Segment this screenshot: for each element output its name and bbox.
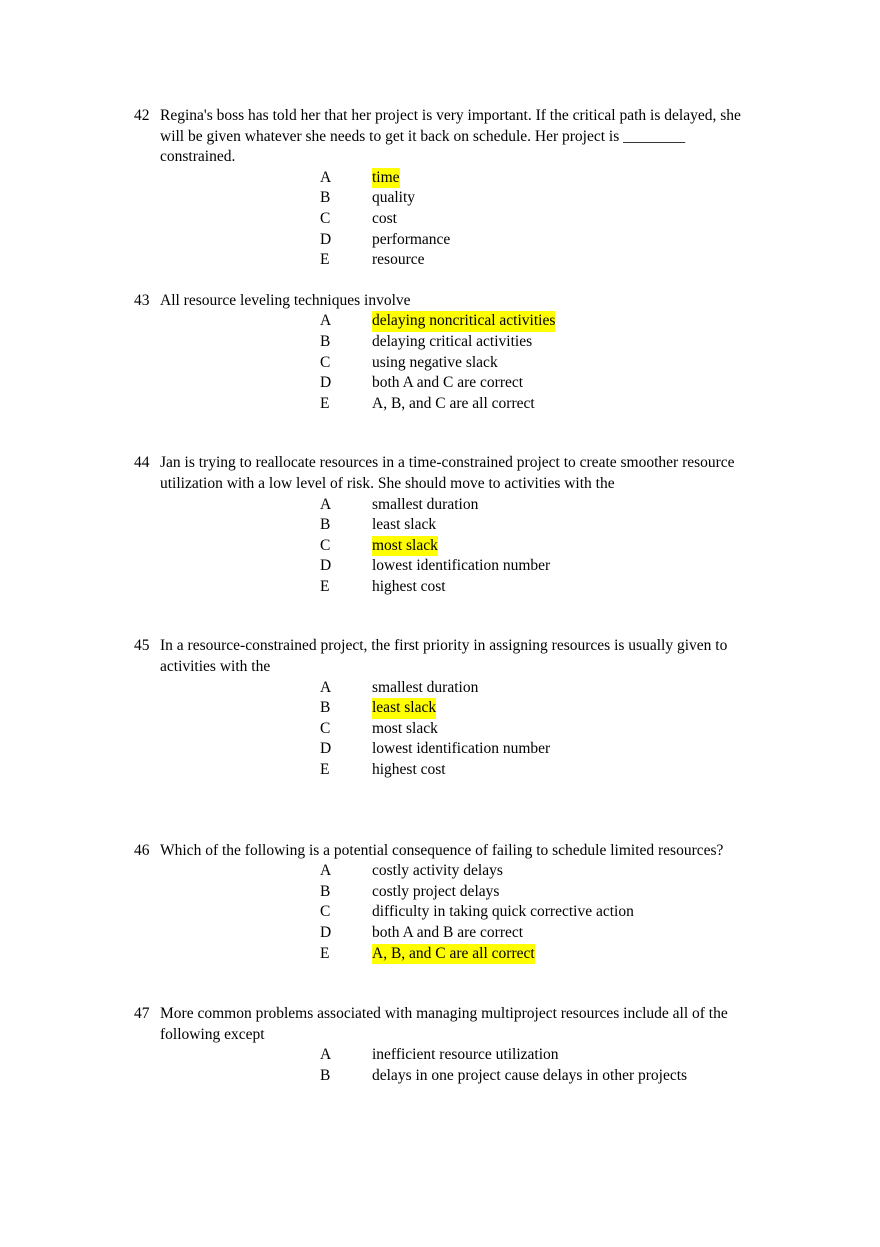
option-letter: C [320, 353, 331, 371]
question-header [134, 291, 764, 312]
question-number: 42 [134, 107, 150, 124]
option-letter: C [320, 719, 331, 737]
question-number: 44 [134, 454, 150, 472]
option-row [320, 719, 764, 740]
question-text: Which of the following is a potential consequence of failing to schedule limited resources? [160, 841, 724, 859]
option-row [320, 861, 764, 882]
option-letter: D [320, 374, 332, 392]
option-row [320, 332, 764, 353]
option-letter: E [320, 761, 330, 779]
option-row [320, 536, 764, 557]
option-letter: D [320, 557, 332, 575]
option-text: lowest identification number [372, 740, 551, 758]
option-letter: D [320, 230, 332, 248]
option-row [320, 739, 764, 760]
option-text: smallest duration [372, 678, 479, 696]
option-row [320, 353, 764, 374]
question-header [134, 1004, 764, 1045]
option-text-highlighted: delaying noncritical activities [372, 311, 555, 332]
option-letter: E [320, 944, 330, 962]
option-row [320, 168, 764, 189]
option-row [320, 230, 764, 251]
option-text: both A and C are correct [372, 374, 524, 392]
option-letter: B [320, 189, 331, 207]
question-text: In a resource-constrained project, the first priority in assigning resources is usually given to activities with the [160, 637, 728, 676]
option-row [320, 250, 764, 271]
option-row [320, 556, 764, 577]
option-text: using negative slack [372, 353, 498, 371]
options-list [320, 678, 764, 781]
option-row [320, 1045, 764, 1066]
option-row [320, 495, 764, 516]
option-text: highest cost [372, 761, 446, 779]
question-header [134, 453, 764, 494]
question-number: 45 [134, 637, 150, 655]
option-letter: C [320, 903, 331, 921]
question [134, 636, 764, 780]
option-row [320, 1066, 764, 1087]
option-text: costly project delays [372, 882, 500, 900]
options-list [320, 495, 764, 598]
question [134, 106, 764, 271]
option-text: cost [372, 209, 397, 227]
option-text: difficulty in taking quick corrective action [372, 903, 634, 921]
options-list [320, 861, 764, 964]
option-row [320, 760, 764, 781]
option-letter: B [320, 516, 331, 534]
question-number: 43 [134, 291, 150, 309]
question-number: 47 [134, 1005, 150, 1023]
option-row [320, 373, 764, 394]
option-letter: A [320, 862, 332, 880]
options-list [320, 1045, 764, 1086]
option-text: highest cost [372, 577, 446, 595]
question-text: More common problems associated with managing multiproject resources include all of the following except [160, 1005, 728, 1043]
option-text: delays in one project cause delays in other projects [372, 1066, 688, 1084]
option-text: smallest duration [372, 495, 479, 513]
option-row [320, 678, 764, 699]
option-letter: C [320, 209, 331, 227]
option-row [320, 311, 764, 332]
option-row [320, 209, 764, 230]
option-text: costly activity delays [372, 862, 503, 880]
option-letter: A [320, 495, 332, 513]
option-letter: E [320, 394, 330, 412]
question-header [134, 841, 764, 862]
options-list [320, 311, 764, 414]
option-row [320, 515, 764, 536]
option-letter: B [320, 1066, 331, 1084]
question-text: Jan is trying to reallocate resources in a time-constrained project to create smoother resource utilization with a low level of risk. She should move to activities with the [160, 454, 735, 492]
option-letter: B [320, 699, 331, 717]
option-row [320, 188, 764, 209]
option-letter: E [320, 251, 330, 269]
option-letter: B [320, 882, 331, 900]
option-text-highlighted: most slack [372, 536, 438, 557]
options-list [320, 168, 764, 271]
option-text: resource [372, 251, 425, 269]
option-text: least slack [372, 516, 437, 534]
option-row [320, 394, 764, 415]
question-header [134, 636, 764, 677]
option-text: lowest identification number [372, 557, 551, 575]
option-text: inefficient resource utilization [372, 1046, 559, 1064]
option-row [320, 923, 764, 944]
question-text: Regina's boss has told her that her project is very important. If the critical path is delayed, she will be given whatever she needs to get it back on schedule. Her project is ________ constrained. [160, 107, 741, 166]
question [134, 841, 764, 965]
option-letter: D [320, 924, 332, 941]
question-number: 46 [134, 841, 150, 859]
option-letter: A [320, 678, 332, 696]
option-text-highlighted: time [372, 168, 400, 189]
option-row [320, 944, 764, 965]
option-letter: E [320, 577, 330, 595]
option-row [320, 698, 764, 719]
option-text: quality [372, 189, 416, 207]
option-text-highlighted: least slack [372, 698, 436, 719]
option-text: performance [372, 230, 451, 248]
option-letter: A [320, 1046, 332, 1064]
option-letter: A [320, 168, 332, 186]
option-letter: C [320, 536, 331, 554]
question [134, 291, 764, 415]
option-row [320, 902, 764, 923]
option-text-highlighted: A, B, and C are all correct [372, 944, 535, 965]
option-row [320, 882, 764, 903]
option-text: A, B, and C are all correct [372, 394, 535, 412]
option-row [320, 577, 764, 598]
option-letter: A [320, 312, 332, 330]
option-text: delaying critical activities [372, 332, 533, 350]
option-text: both A and B are correct [372, 924, 524, 941]
question [134, 453, 764, 597]
question-header [134, 106, 764, 168]
option-letter: B [320, 332, 331, 350]
option-letter: D [320, 740, 332, 758]
question [134, 1004, 764, 1086]
option-text: most slack [372, 719, 438, 737]
question-text: All resource leveling techniques involve [160, 291, 411, 309]
